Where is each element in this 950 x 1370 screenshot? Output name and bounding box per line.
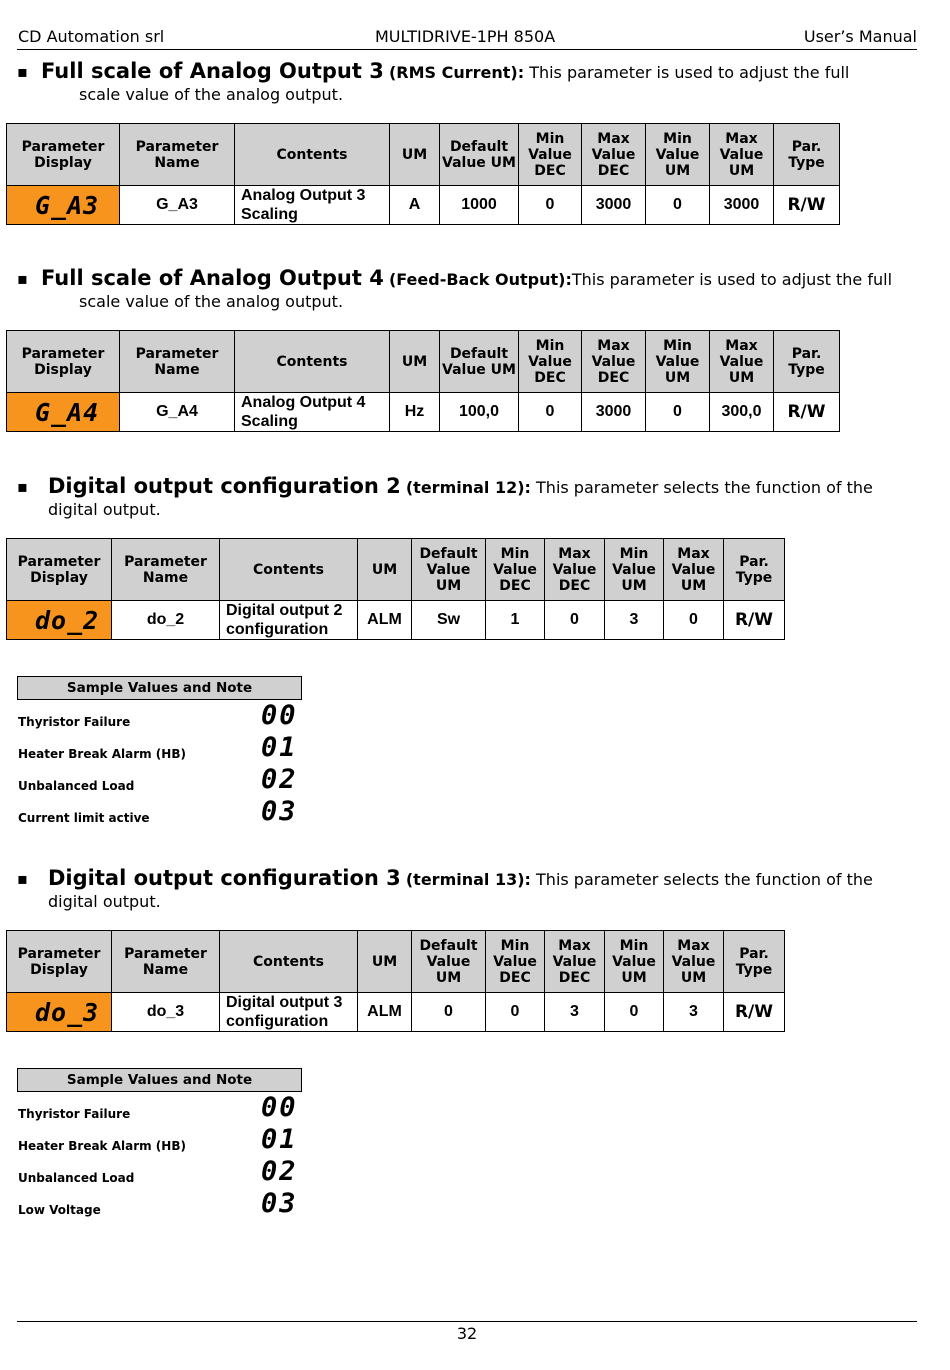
parameter-display-cell — [7, 186, 120, 225]
col-parameter-display: Parameter Display — [7, 539, 112, 601]
bullet-icon: ▪ — [17, 477, 28, 496]
sample-value: 01 — [261, 732, 298, 763]
bullet-icon: ▪ — [17, 269, 28, 288]
section-title: Full scale of Analog Output 3 — [41, 59, 384, 83]
max-value-dec: 3000 — [582, 186, 646, 225]
parameter-table-do-3 — [6, 930, 785, 1032]
col-min-value-dec: Min Value DEC — [486, 539, 545, 601]
col-par-type: Par. Type — [724, 539, 785, 601]
sample-label: Low Voltage — [18, 1203, 101, 1217]
sample-label: Current limit active — [18, 811, 150, 825]
col-max-value-dec: Max Value DEC — [582, 124, 646, 186]
table-header-row — [7, 539, 785, 601]
parameter-table-do-2 — [6, 538, 785, 640]
min-value-dec: 0 — [486, 993, 545, 1032]
parameter-type: R/W — [774, 393, 840, 432]
col-um: UM — [358, 931, 412, 993]
parameter-type: R/W — [724, 601, 785, 640]
col-um: UM — [390, 124, 440, 186]
sample-values-title: Sample Values and Note — [17, 1068, 302, 1092]
col-max-value-dec: Max Value DEC — [545, 539, 605, 601]
list-item — [17, 796, 317, 828]
col-min-value-um: Min Value UM — [646, 331, 710, 393]
section-text: This parameter selects the function of the — [530, 478, 873, 497]
parameter-display-cell — [7, 601, 112, 640]
col-parameter-name: Parameter Name — [112, 931, 220, 993]
col-parameter-name: Parameter Name — [112, 539, 220, 601]
table-row — [7, 186, 840, 225]
max-value-um: 300,0 — [710, 393, 774, 432]
page-header — [17, 27, 917, 50]
sample-values-title: Sample Values and Note — [17, 676, 302, 700]
seven-segment-display: G_A4 — [35, 397, 100, 427]
max-value-um: 0 — [664, 601, 724, 640]
section-subtitle: (Feed-Back Output): — [388, 270, 572, 289]
col-min-value-dec: Min Value DEC — [519, 331, 582, 393]
default-value: 0 — [412, 993, 486, 1032]
section-text: This parameter is used to adjust the full — [571, 270, 893, 289]
seven-segment-display: do_3 — [35, 997, 100, 1027]
col-max-value-um: Max Value UM — [664, 931, 724, 993]
sample-values-do-2 — [17, 676, 317, 828]
list-item — [17, 732, 317, 764]
col-par-type: Par. Type — [774, 331, 840, 393]
col-max-value-dec: Max Value DEC — [545, 931, 605, 993]
table-header-row — [7, 124, 840, 186]
col-contents: Contents — [220, 931, 358, 993]
seven-segment-display: do_2 — [35, 605, 100, 635]
parameter-table-g-a3 — [6, 123, 840, 225]
col-parameter-display: Parameter Display — [7, 331, 120, 393]
col-parameter-name: Parameter Name — [120, 331, 235, 393]
table-row — [7, 601, 785, 640]
parameter-display-cell — [7, 993, 112, 1032]
col-parameter-display: Parameter Display — [7, 124, 120, 186]
col-par-type: Par. Type — [724, 931, 785, 993]
col-max-value-um: Max Value UM — [710, 124, 774, 186]
min-value-um: 0 — [605, 993, 664, 1032]
section-title: Digital output configuration 3 — [48, 866, 401, 890]
parameter-display-cell — [7, 393, 120, 432]
col-um: UM — [358, 539, 412, 601]
col-contents: Contents — [235, 331, 390, 393]
parameter-contents: Analog Output 3 Scaling — [235, 186, 390, 225]
parameter-contents: Digital output 2 configuration — [220, 601, 358, 640]
min-value-um: 0 — [646, 393, 710, 432]
section-subtitle: (RMS Current): — [388, 63, 525, 82]
col-contents: Contents — [220, 539, 358, 601]
section-digital-output-2 — [17, 475, 927, 521]
section-text-continued: digital output. — [48, 892, 161, 911]
list-item — [17, 1124, 317, 1156]
table-row — [7, 993, 785, 1032]
table-header-row — [7, 931, 785, 993]
col-contents: Contents — [235, 124, 390, 186]
unit: ALM — [358, 993, 412, 1032]
table-row — [7, 393, 840, 432]
section-analog-output-4 — [17, 267, 927, 313]
parameter-type: R/W — [724, 993, 785, 1032]
section-subtitle: (terminal 12): — [405, 478, 531, 497]
col-parameter-name: Parameter Name — [120, 124, 235, 186]
section-text-continued: digital output. — [48, 500, 161, 519]
table-header-row — [7, 331, 840, 393]
section-title: Digital output configuration 2 — [48, 474, 401, 498]
parameter-name: do_2 — [112, 601, 220, 640]
default-value: Sw — [412, 601, 486, 640]
list-item — [17, 700, 317, 732]
col-min-value-um: Min Value UM — [605, 931, 664, 993]
col-max-value-um: Max Value UM — [710, 331, 774, 393]
default-value: 1000 — [440, 186, 519, 225]
sample-values-do-3 — [17, 1068, 317, 1220]
col-default-value-um: Default Value UM — [412, 539, 486, 601]
list-item — [17, 1092, 317, 1124]
min-value-dec: 0 — [519, 186, 582, 225]
section-text: This parameter is used to adjust the full — [524, 63, 850, 82]
bullet-icon: ▪ — [17, 869, 28, 888]
sample-label: Unbalanced Load — [18, 779, 135, 793]
product-name: MULTIDRIVE-1PH 850A — [375, 27, 556, 46]
max-value-dec: 3000 — [582, 393, 646, 432]
sample-value: 00 — [261, 1092, 298, 1123]
sample-value: 02 — [261, 764, 298, 795]
sample-label: Heater Break Alarm (HB) — [18, 747, 186, 761]
bullet-icon: ▪ — [17, 62, 28, 81]
page-number: 32 — [456, 1324, 478, 1343]
min-value-um: 3 — [605, 601, 664, 640]
col-min-value-dec: Min Value DEC — [486, 931, 545, 993]
section-text: This parameter selects the function of the — [530, 870, 873, 889]
sample-label: Heater Break Alarm (HB) — [18, 1139, 186, 1153]
sample-label: Thyristor Failure — [18, 1107, 131, 1121]
page-footer — [17, 1321, 917, 1343]
section-subtitle: (terminal 13): — [405, 870, 531, 889]
default-value: 100,0 — [440, 393, 519, 432]
parameter-name: do_3 — [112, 993, 220, 1032]
list-item — [17, 1188, 317, 1220]
min-value-um: 0 — [646, 186, 710, 225]
unit: Hz — [390, 393, 440, 432]
col-min-value-um: Min Value UM — [646, 124, 710, 186]
sample-value: 01 — [261, 1124, 298, 1155]
sample-value: 03 — [261, 796, 298, 827]
min-value-dec: 0 — [519, 393, 582, 432]
col-default-value-um: Default Value UM — [440, 124, 519, 186]
section-digital-output-3 — [17, 867, 927, 913]
parameter-contents: Analog Output 4 Scaling — [235, 393, 390, 432]
max-value-um: 3 — [664, 993, 724, 1032]
list-item — [17, 764, 317, 796]
col-max-value-dec: Max Value DEC — [582, 331, 646, 393]
col-default-value-um: Default Value UM — [412, 931, 486, 993]
section-analog-output-3 — [17, 60, 927, 106]
min-value-dec: 1 — [486, 601, 545, 640]
parameter-type: R/W — [774, 186, 840, 225]
parameter-name: G_A4 — [120, 393, 235, 432]
parameter-name: G_A3 — [120, 186, 235, 225]
section-title: Full scale of Analog Output 4 — [41, 266, 384, 290]
col-min-value-dec: Min Value DEC — [519, 124, 582, 186]
manual-title: User’s Manual — [803, 27, 917, 46]
max-value-um: 3000 — [710, 186, 774, 225]
parameter-contents: Digital output 3 configuration — [220, 993, 358, 1032]
sample-value: 00 — [261, 700, 298, 731]
company-name: CD Automation srl — [18, 27, 165, 46]
sample-label: Thyristor Failure — [18, 715, 131, 729]
list-item — [17, 1156, 317, 1188]
sample-value: 03 — [261, 1188, 298, 1219]
unit: ALM — [358, 601, 412, 640]
col-par-type: Par. Type — [774, 124, 840, 186]
max-value-dec: 0 — [545, 601, 605, 640]
seven-segment-display: G_A3 — [35, 190, 100, 220]
sample-value: 02 — [261, 1156, 298, 1187]
section-text-continued: scale value of the analog output. — [79, 85, 344, 104]
col-parameter-display: Parameter Display — [7, 931, 112, 993]
parameter-table-g-a4 — [6, 330, 840, 432]
section-text-continued: scale value of the analog output. — [79, 292, 344, 311]
sample-label: Unbalanced Load — [18, 1171, 135, 1185]
col-min-value-um: Min Value UM — [605, 539, 664, 601]
col-um: UM — [390, 331, 440, 393]
unit: A — [390, 186, 440, 225]
col-default-value-um: Default Value UM — [440, 331, 519, 393]
col-max-value-um: Max Value UM — [664, 539, 724, 601]
max-value-dec: 3 — [545, 993, 605, 1032]
